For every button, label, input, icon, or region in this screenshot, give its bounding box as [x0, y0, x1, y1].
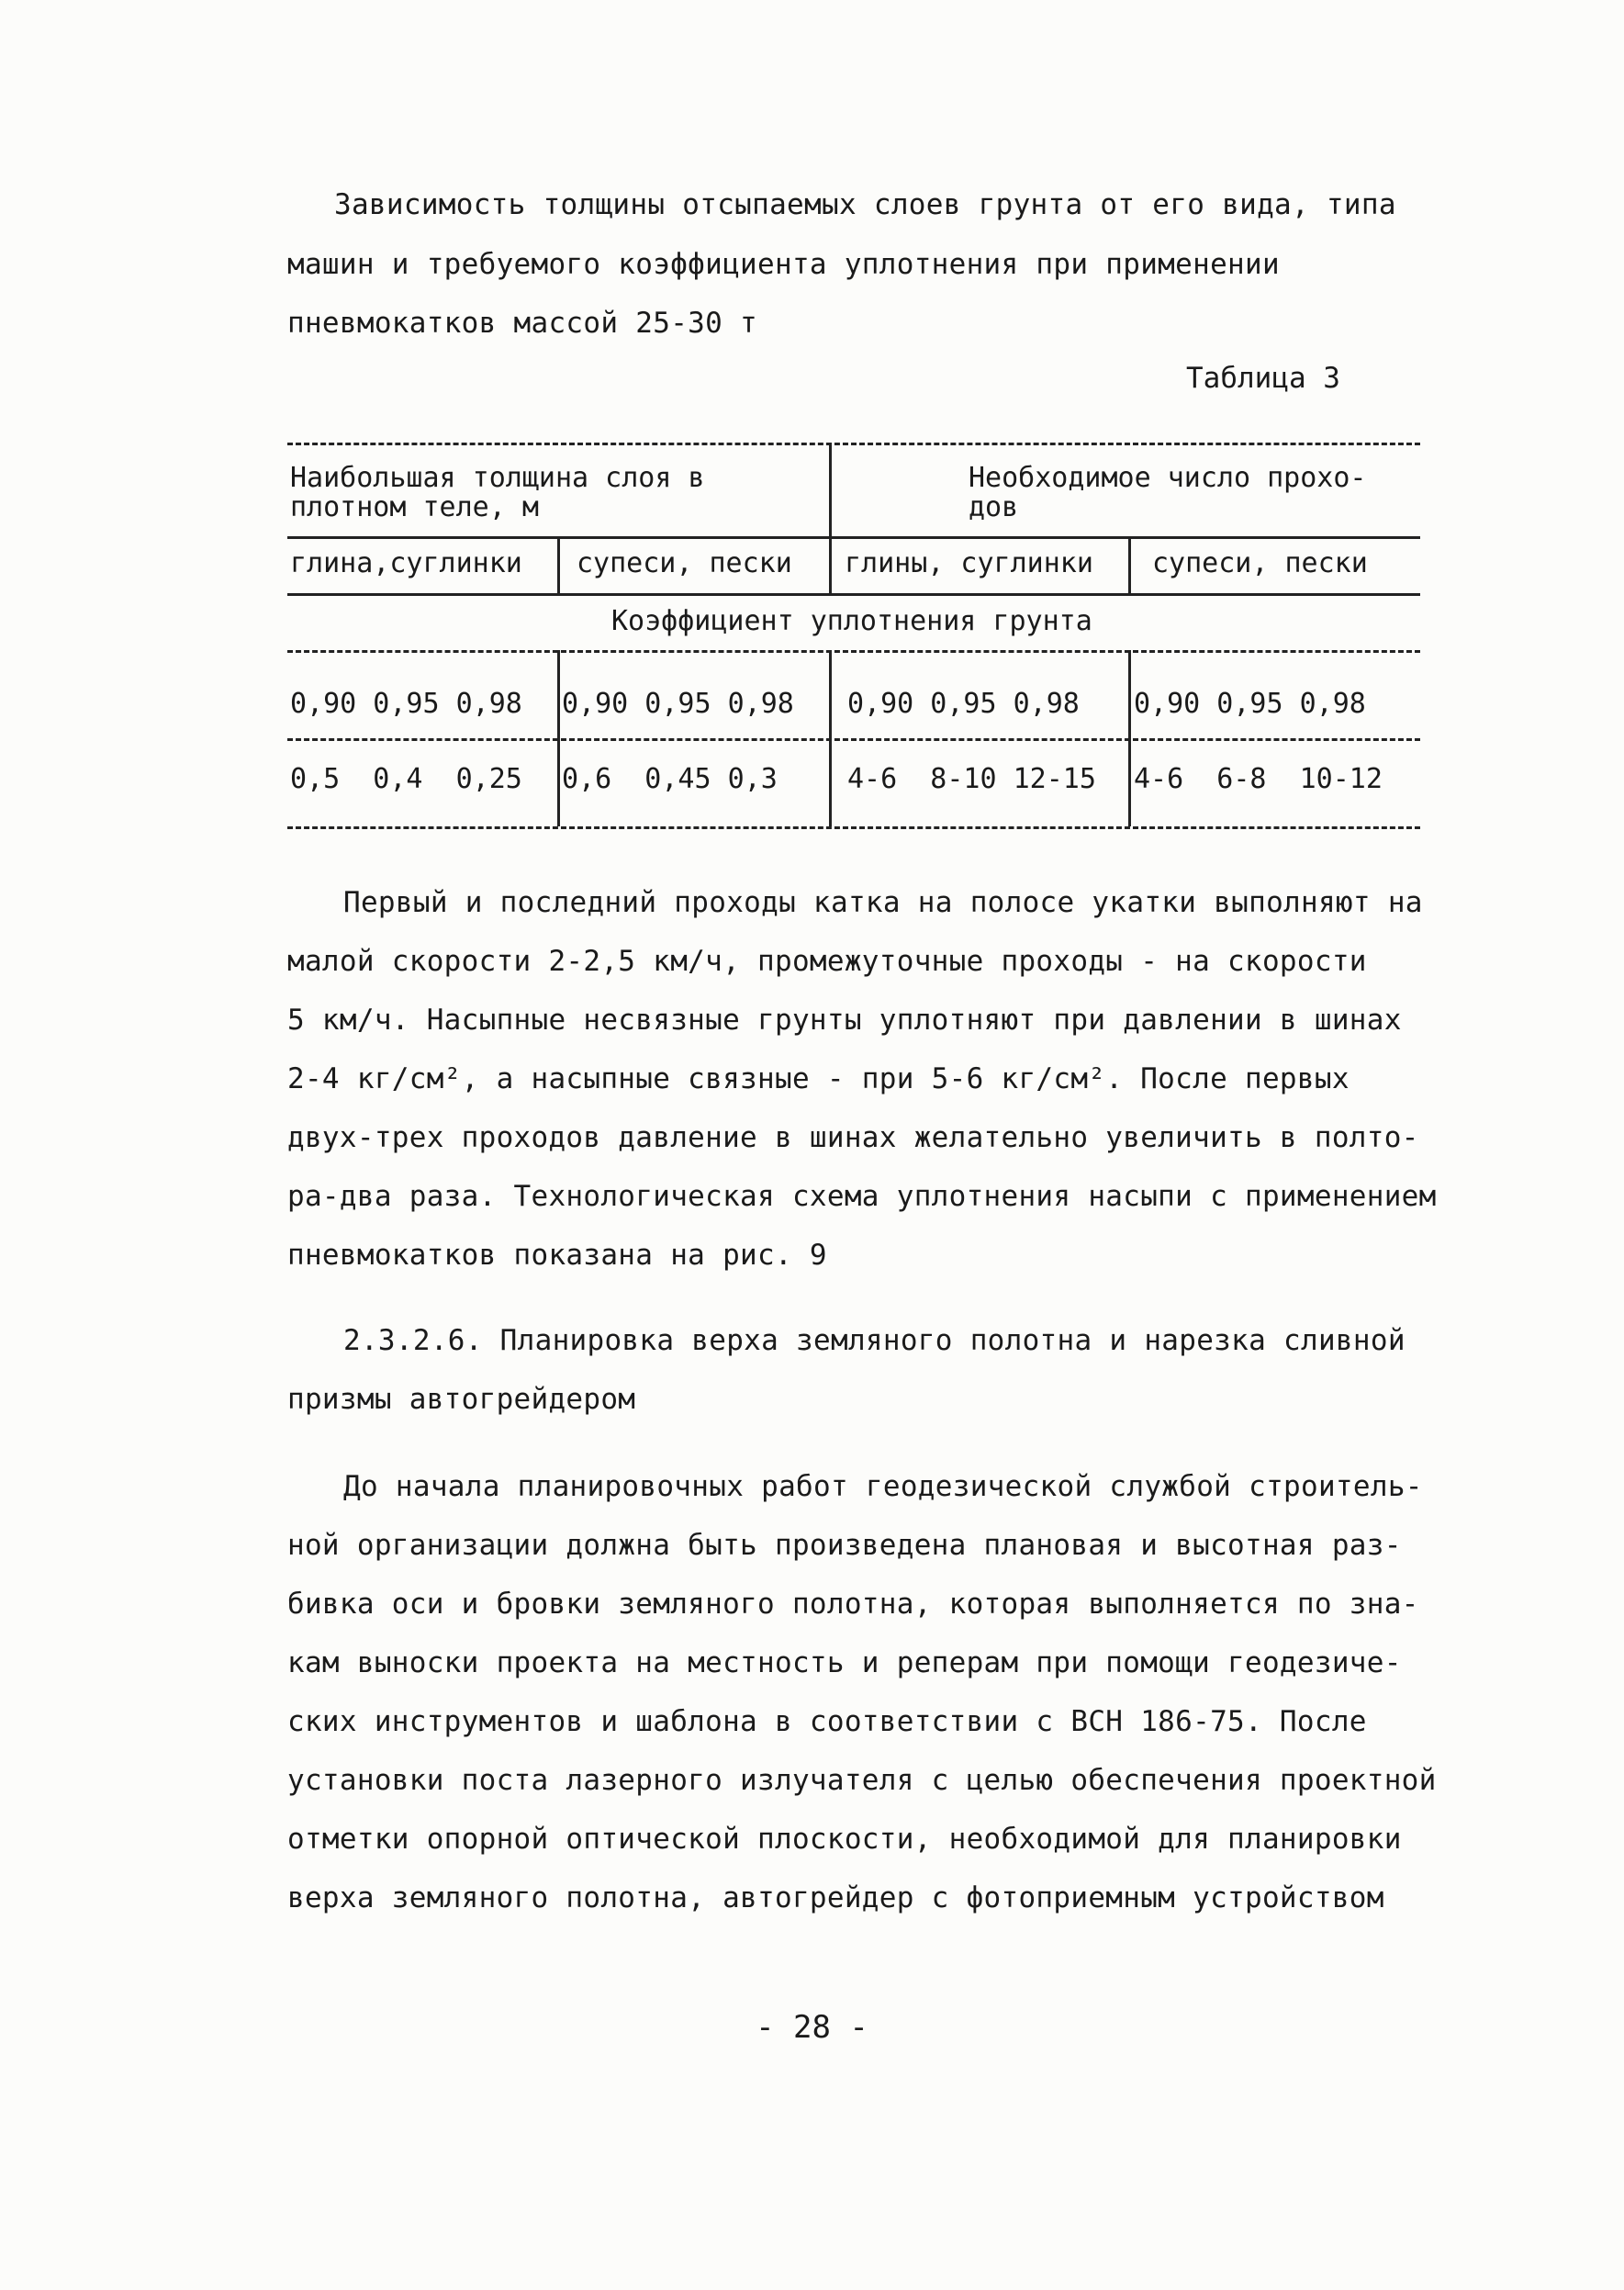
subheader-sand-passes: супеси, пески	[1152, 547, 1368, 579]
table-bottom-border	[287, 826, 1420, 829]
paragraph-line: малой скорости 2-2,5 км/ч, промежуточные проходы - на скорости	[287, 945, 1367, 978]
header-left: Наибольшая толщина слоя в плотном теле, м	[290, 462, 722, 523]
paragraph-line: Первый и последний проходы катка на полосе укатки выполняют на	[343, 886, 1423, 919]
caption-line-1: Зависимость толщины отсыпаемых слоев грунта от его вида, типа	[334, 188, 1396, 221]
caption-line-3: пневмокатков массой 25-30 т	[287, 307, 758, 340]
coef-cell-clay-passes: 0,90 0,95 0,98	[847, 688, 1080, 720]
paragraph-line: верха земляного полотна, автогрейдер с фотоприемным устройством	[287, 1881, 1384, 1914]
paragraph-line: отметки опорной оптической плоскости, необходимой для планировки	[287, 1823, 1402, 1856]
paragraph-line: бивка оси и бровки земляного полотна, которая выполняется по зна-	[287, 1588, 1419, 1621]
paragraph-line: установки поста лазерного излучателя с целью обеспечения проектной	[287, 1764, 1437, 1797]
section-heading-line-1: 2.3.2.6. Планировка верха земляного полотна и нарезка сливной	[343, 1324, 1406, 1357]
table-top-border	[287, 443, 1420, 445]
paragraph-line: ра-два раза. Технологическая схема уплотнения насыпи с применением	[287, 1180, 1437, 1213]
section-heading-line-2: призмы автогрейдером	[287, 1383, 636, 1416]
subheader-rule	[287, 593, 1420, 596]
subheader-divider-1	[557, 536, 560, 593]
paragraph-line: кам выноски проекта на местность и реперам при помощи геодезиче-	[287, 1646, 1402, 1679]
header-right: Необходимое число прохо- дов	[969, 462, 1383, 523]
value-cell-sand-passes: 4-6 6-8 10-12	[1134, 763, 1383, 795]
coef-cell-sand-thickness: 0,90 0,95 0,98	[562, 688, 794, 720]
paragraph-line: 5 км/ч. Насыпные несвязные грунты уплотняют при давлении в шинах	[287, 1004, 1402, 1037]
subheader-clay-passes: глины, суглинки	[845, 547, 1093, 579]
paragraph-line: двух-трех проходов давление в шинах желательно увеличить в полто-	[287, 1121, 1419, 1154]
value-cell-clay-thickness: 0,5 0,4 0,25	[290, 763, 522, 795]
caption-line-2: машин и требуемого коэффициента уплотнения при применении	[287, 248, 1280, 281]
table-header-divider	[829, 443, 832, 536]
coefficient-rule	[287, 650, 1420, 653]
subheader-sand-thickness: супеси, пески	[577, 547, 792, 579]
coef-cell-sand-passes: 0,90 0,95 0,98	[1134, 688, 1366, 720]
paragraph-line: 2-4 кг/см², а насыпные связные - при 5-6 кг/см². После первых	[287, 1062, 1350, 1095]
table-label: Таблица 3	[1186, 362, 1340, 395]
paragraph-line: пневмокатков показана на рис. 9	[287, 1239, 827, 1272]
subheader-divider-2	[829, 536, 832, 593]
value-cell-clay-passes: 4-6 8-10 12-15	[847, 763, 1096, 795]
subheader-divider-3	[1128, 536, 1131, 593]
page-number: - 28 -	[756, 2009, 868, 2046]
subheader-clay-thickness: глина,суглинки	[290, 547, 522, 579]
coefficient-row-rule	[287, 738, 1420, 741]
coef-cell-clay-thickness: 0,90 0,95 0,98	[290, 688, 522, 720]
value-cell-sand-thickness: 0,6 0,45 0,3	[562, 763, 778, 795]
paragraph-line: ной организации должна быть произведена плановая и высотная раз-	[287, 1529, 1402, 1562]
paragraph-line: До начала планировочных работ геодезической службой строитель-	[343, 1470, 1423, 1503]
coefficient-label: Коэффициент уплотнения грунта	[611, 605, 1092, 637]
header-rule	[287, 536, 1420, 539]
paragraph-line: ских инструментов и шаблона в соответствии с ВСН 186-75. После	[287, 1705, 1367, 1738]
